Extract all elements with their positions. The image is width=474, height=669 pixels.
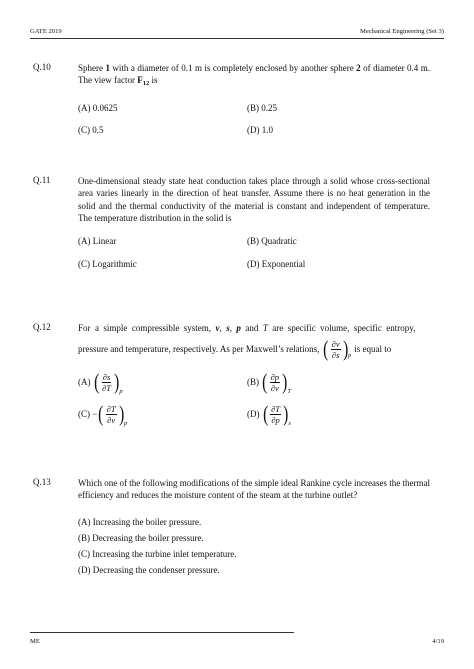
q13-option-d: (D) Decreasing the condenser pressure. (78, 565, 220, 575)
q11-text: One-dimensional steady state heat conduction takes place through a solid whose cross-sectional area varies linearly in the direction of heat transfer. Assume there is no heat generation in the solid and the thermal conductivity of the material is constant and independent of temperature. The temperature distribution in the solid is (78, 176, 430, 224)
footer-page-number: 4/19 (432, 638, 444, 645)
q13-option-c: (C) Increasing the turbine inlet temperature. (78, 549, 237, 559)
q13-number: Q.13 (33, 477, 51, 487)
q10-option-a: (A) 0.0625 (78, 103, 118, 113)
q10-text: Sphere 1 with a diameter of 0.1 m is completely enclosed by another sphere 2 of diameter 0.4 m. The view factor $F_{12}$ is (78, 63, 431, 88)
q13-option-a: (A) Increasing the boiler pressure. (78, 517, 202, 527)
header-paper-title: Mechanical Engineering (Set 3) (359, 28, 444, 35)
q12-line1: For a simple compressible system, v, s, p and T are specific volume, specific entropy, (78, 323, 416, 333)
q12-main-fraction: ( $\frac{\partial v}{\partial s}$ ) p (323, 336, 352, 361)
header-rule (30, 38, 444, 39)
q13-text: Which one of the following modifications of the simple ideal Rankine cycle increases the thermal efficiency and reduces the moisture content of the steam at the turbine outlet? (78, 478, 430, 501)
q12-line2: pressure and temperature, respectively. As per Maxwell’s relations, ( $\frac{\partial v}{\partial s}$ ) p is equal to (78, 336, 392, 361)
footer-subject-code: ME (30, 638, 40, 645)
q10-option-c: (C) 0.5 (78, 125, 104, 135)
q12-option-c: (C) − ( $\frac{\partial T}{\partial v}$ ) p (78, 401, 128, 427)
q12-option-d: (D) ( $\frac{\partial T}{\partial p}$ ) s (247, 401, 291, 427)
q12-option-b: (B) ( $\frac{\partial p}{\partial v}$ ) T (247, 369, 291, 395)
q10-option-b: (B) 0.25 (247, 103, 277, 113)
q11-option-b: (B) Quadratic (247, 236, 297, 246)
q12-number: Q.12 (33, 322, 51, 332)
q11-option-a: (A) Linear (78, 236, 117, 246)
q13-option-b: (B) Decreasing the boiler pressure. (78, 533, 204, 543)
q12-option-a: (A) ( $\frac{\partial s}{\partial T}$ ) p (78, 369, 123, 395)
q11-option-c: (C) Logarithmic (78, 259, 137, 269)
q11-option-d: (D) Exponential (247, 259, 306, 269)
q10-number: Q.10 (33, 62, 51, 72)
q11-number: Q.11 (33, 175, 51, 185)
header-exam-title: GATE 2019 (30, 28, 62, 35)
q10-option-d: (D) 1.0 (247, 125, 273, 135)
footer-rule (30, 632, 294, 633)
